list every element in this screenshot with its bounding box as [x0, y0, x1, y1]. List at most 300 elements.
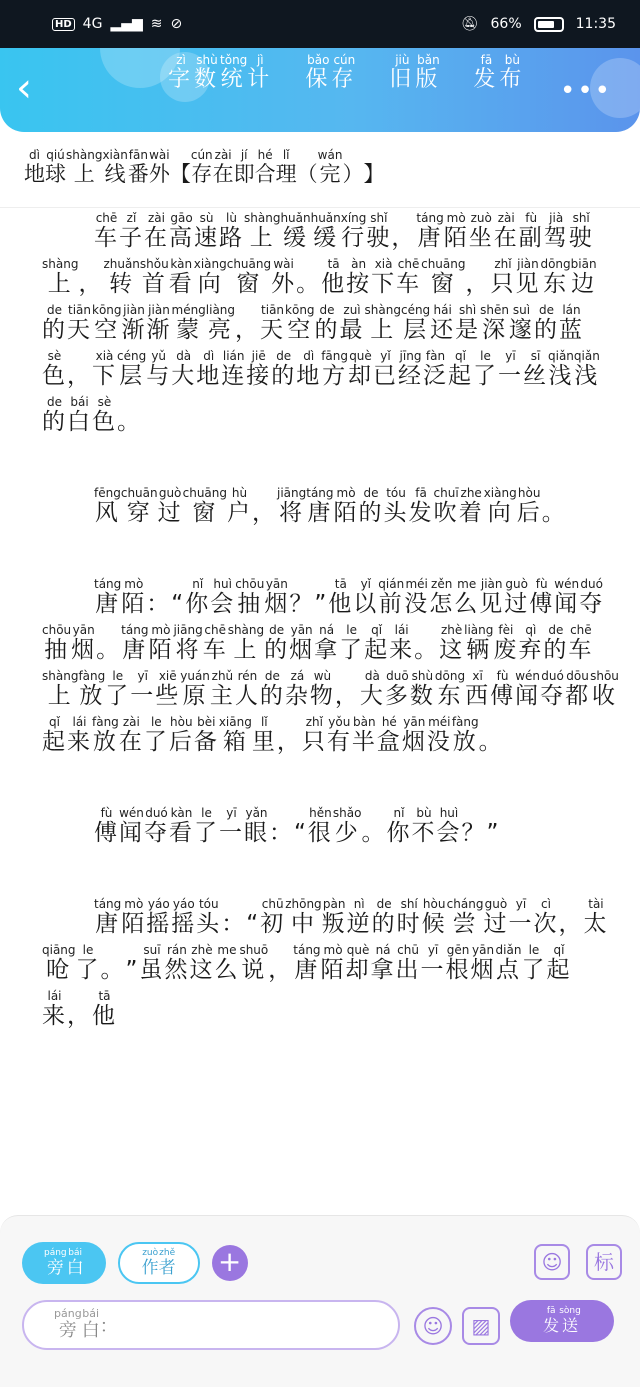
char: 次	[533, 911, 559, 937]
ruby-char	[396, 257, 422, 297]
pinyin: yān	[71, 623, 97, 637]
char: 户	[227, 500, 252, 526]
char: 色	[42, 363, 67, 389]
pinyin: tā	[321, 257, 347, 271]
char: 的	[42, 317, 67, 343]
more-icon[interactable]: •••	[559, 76, 612, 106]
ruby-char	[568, 623, 594, 663]
char: 缓	[280, 225, 311, 251]
ruby-char	[548, 349, 574, 389]
pinyin: jià	[543, 212, 569, 225]
ruby-char	[214, 943, 240, 983]
pinyin: yān	[264, 577, 290, 591]
pinyin: bái	[67, 395, 92, 409]
pinyin: wén	[554, 577, 580, 591]
hd-badge: HD	[52, 18, 75, 31]
char: 废	[493, 637, 519, 663]
char: 泛	[423, 363, 448, 389]
char: 车	[568, 637, 594, 663]
word-count-button[interactable]	[168, 54, 273, 93]
char: 看	[169, 820, 194, 846]
ruby-char	[400, 303, 431, 343]
char: 见	[515, 271, 541, 297]
char: 拿	[370, 957, 396, 983]
char: 过	[157, 500, 183, 526]
char: 色	[92, 409, 117, 435]
char: 主	[209, 683, 235, 709]
ruby-char	[565, 669, 591, 709]
char: ，	[252, 500, 277, 526]
add-role-button[interactable]: +	[212, 1245, 248, 1281]
char: 夺	[540, 683, 566, 709]
char: 向	[483, 500, 517, 526]
pinyin: le	[105, 669, 131, 683]
ruby-char	[345, 943, 371, 983]
pinyin: páng	[44, 1248, 67, 1258]
ruby-char	[130, 669, 156, 709]
ruby-char	[384, 669, 410, 709]
char: 根	[445, 957, 471, 983]
ruby-char	[314, 303, 340, 343]
ruby-char	[559, 1306, 581, 1336]
char: 高	[169, 225, 194, 251]
char: 上	[227, 637, 265, 663]
pinyin: hé	[376, 715, 402, 729]
pinyin: kōng	[285, 303, 315, 317]
ruby-char	[194, 53, 221, 92]
ruby-char	[454, 577, 480, 617]
ruby-char	[568, 212, 594, 251]
ruby-char	[490, 669, 516, 709]
pinyin: dà	[359, 669, 385, 683]
tag-button[interactable]: 标	[586, 1244, 622, 1280]
char: 字	[168, 67, 195, 92]
ruby-char	[590, 669, 619, 709]
pinyin: chē	[202, 623, 228, 637]
app-header	[0, 48, 640, 132]
char: 。	[100, 957, 126, 983]
pinyin: fān	[127, 148, 149, 162]
ruby-char	[495, 943, 522, 983]
pinyin: shǎo	[332, 806, 362, 820]
role-chip-author[interactable]	[118, 1242, 200, 1284]
pinyin: jí	[233, 148, 255, 162]
ruby-char	[364, 303, 401, 343]
ruby-char	[515, 669, 541, 709]
char: 发	[473, 67, 500, 92]
pinyin: yī	[498, 349, 523, 363]
role-chip-narration[interactable]	[22, 1242, 106, 1284]
char: 不	[411, 820, 437, 846]
ruby-char	[169, 806, 194, 846]
pinyin: fù	[529, 577, 555, 591]
char: 白	[81, 1320, 100, 1341]
pinyin: zì	[168, 53, 195, 67]
ruby-char	[340, 212, 367, 251]
pinyin: yǒu	[326, 715, 352, 729]
ruby-char	[540, 257, 571, 297]
pinyin: xíng	[340, 212, 367, 225]
ruby-char	[171, 897, 197, 937]
wifi-icon: ≋	[150, 16, 163, 32]
old-version-button[interactable]	[389, 54, 441, 93]
ruby-char	[251, 715, 277, 755]
story-content[interactable]	[0, 212, 640, 1215]
pinyin: tiān	[67, 303, 92, 317]
char: 与	[146, 363, 172, 389]
pinyin: fàng	[78, 669, 106, 683]
char: 虽	[139, 957, 165, 983]
char: 下	[92, 363, 117, 389]
char: 抽	[235, 591, 265, 617]
char: 你	[185, 591, 211, 617]
pinyin: zěn	[429, 577, 455, 591]
pinyin: zài	[212, 148, 234, 162]
pinyin	[391, 212, 416, 225]
char: 穿	[120, 500, 158, 526]
ruby-char	[579, 577, 605, 617]
ruby-char	[280, 212, 311, 251]
ruby-char	[170, 162, 191, 186]
ruby-char	[118, 715, 144, 755]
pinyin	[461, 806, 486, 820]
pinyin: de	[42, 303, 67, 317]
char: 的	[534, 317, 559, 343]
save-button[interactable]	[305, 54, 357, 93]
pinyin: jīng	[398, 349, 423, 363]
ruby-char	[293, 943, 321, 983]
char: 陌	[148, 637, 174, 663]
pinyin: méi	[426, 715, 452, 729]
composer-row	[22, 1300, 622, 1350]
pinyin: suī	[139, 943, 165, 957]
pinyin: qián	[378, 577, 405, 591]
char: 没	[426, 729, 452, 755]
send-button[interactable]	[510, 1300, 614, 1342]
char: 是	[455, 317, 481, 343]
pinyin: xī	[465, 669, 491, 683]
pinyin: rán	[164, 943, 190, 957]
ruby-char	[358, 486, 384, 526]
pinyin: tóu	[383, 486, 409, 500]
pinyin	[542, 486, 567, 500]
message-input[interactable]	[22, 1300, 400, 1350]
char: 放	[451, 729, 479, 755]
pinyin: zài	[144, 212, 169, 225]
char: 摇	[146, 911, 172, 937]
ruby-char	[92, 715, 119, 755]
pinyin: hé	[254, 148, 276, 162]
header-actions	[168, 54, 525, 93]
char: 渐	[146, 317, 172, 343]
char: 备	[193, 729, 219, 755]
ruby-char	[333, 486, 359, 526]
ruby-char	[42, 943, 76, 983]
pinyin: de	[371, 897, 397, 911]
ruby-char	[226, 257, 272, 297]
ruby-char	[146, 303, 172, 343]
ruby-char	[421, 257, 466, 297]
ruby-char	[309, 669, 335, 709]
pinyin: suì	[509, 303, 534, 317]
char: 辆	[464, 637, 494, 663]
char: 驶	[366, 225, 392, 251]
char: 一	[498, 363, 523, 389]
char: 。	[541, 500, 567, 526]
ruby-char	[42, 715, 67, 755]
char: 外	[271, 271, 297, 297]
char: 没	[404, 591, 430, 617]
ruby-char	[559, 303, 584, 343]
ruby-char	[434, 669, 466, 709]
ruby-char	[371, 257, 397, 297]
char: 弃	[518, 637, 544, 663]
pinyin: nǐ	[185, 577, 211, 591]
ruby-char	[117, 409, 142, 435]
pinyin: shuō	[239, 943, 269, 957]
image-icon[interactable]: ▨	[462, 1307, 500, 1345]
ruby-char	[42, 989, 67, 1029]
ruby-char	[342, 162, 363, 186]
char: ：	[221, 911, 247, 937]
ruby-char	[92, 989, 117, 1029]
ruby-char	[376, 715, 402, 755]
pinyin: de	[271, 349, 297, 363]
pinyin: fù	[518, 212, 544, 225]
ruby-char	[121, 303, 147, 343]
char: 将	[173, 637, 203, 663]
char: 。	[117, 409, 142, 435]
pinyin	[335, 669, 360, 683]
paragraph	[42, 807, 620, 856]
char: 却	[345, 957, 371, 983]
pinyin: mò	[443, 212, 469, 225]
ruby-char	[420, 943, 446, 983]
pinyin	[361, 806, 386, 820]
char: 见	[479, 591, 505, 617]
publish-button[interactable]	[473, 54, 525, 93]
char: 坐	[468, 225, 494, 251]
pinyin: wén	[119, 806, 144, 820]
ruby-char	[168, 257, 194, 297]
ruby-char	[518, 623, 544, 663]
pinyin: jiāng	[173, 623, 203, 637]
pinyin	[146, 577, 171, 591]
char: 边	[570, 271, 597, 297]
char: 以	[353, 591, 379, 617]
ruby-char	[54, 1307, 82, 1341]
composer-toolbar	[0, 1215, 640, 1387]
ruby-char	[221, 349, 247, 389]
pinyin: jiē	[246, 349, 272, 363]
char: 天	[260, 317, 286, 343]
pinyin: xiàng	[193, 257, 227, 271]
char: 首	[139, 271, 169, 297]
char: 大	[359, 683, 385, 709]
char: 统	[220, 67, 248, 92]
pinyin: duó	[144, 806, 169, 820]
ruby-char	[423, 349, 448, 389]
char: 保	[305, 67, 332, 92]
pinyin	[314, 577, 328, 591]
pinyin: chē	[568, 623, 594, 637]
ruby-char	[370, 943, 396, 983]
browser-icon: ⊘	[170, 16, 183, 32]
char: 。	[296, 271, 322, 297]
ruby-char	[94, 486, 121, 526]
char: 车	[202, 637, 228, 663]
char: 蓝	[559, 317, 584, 343]
ruby-char	[126, 957, 140, 983]
char: 唐	[121, 637, 149, 663]
pinyin: hòu	[168, 715, 194, 729]
char: 送	[559, 1316, 581, 1335]
ruby-char	[543, 623, 569, 663]
pinyin: chuāng	[226, 257, 272, 271]
ruby-char	[373, 349, 398, 389]
ruby-char	[101, 957, 126, 983]
ruby-char	[92, 303, 122, 343]
pinyin: jiàn	[479, 577, 505, 591]
pinyin: de	[314, 303, 340, 317]
pinyin: zhuǎn	[103, 257, 140, 271]
char: 抽	[42, 637, 72, 663]
char: 旧	[389, 67, 416, 92]
pinyin: de	[543, 623, 569, 637]
pinyin: fàng	[92, 715, 119, 729]
pinyin: fāng	[321, 349, 348, 363]
char: 的	[371, 911, 397, 937]
char: 都	[565, 683, 591, 709]
pinyin: fēng	[94, 486, 121, 500]
ruby-char	[157, 486, 183, 526]
pinyin: mò	[320, 943, 346, 957]
ruby-char	[284, 669, 310, 709]
pinyin: yī	[508, 897, 534, 911]
pinyin: shù	[409, 669, 435, 683]
ruby-char	[542, 500, 567, 526]
char: 还	[430, 317, 456, 343]
char: 。	[414, 637, 440, 663]
pinyin: dì	[24, 148, 45, 162]
char: 了	[194, 820, 219, 846]
ruby-char	[446, 897, 484, 937]
pinyin: yǎn	[244, 806, 269, 820]
char: 布	[499, 67, 526, 92]
ruby-char	[171, 591, 185, 617]
char: 东	[434, 683, 466, 709]
char: ，	[78, 271, 104, 297]
pinyin: táng	[121, 623, 149, 637]
ruby-char	[504, 577, 530, 617]
character-card-icon[interactable]: ☺	[534, 1244, 570, 1280]
ruby-char	[297, 162, 318, 186]
ruby-char	[139, 257, 169, 297]
char: 这	[439, 637, 465, 663]
emoji-icon[interactable]: ☺	[414, 1307, 452, 1345]
pinyin: zhè	[189, 943, 215, 957]
ruby-char	[275, 148, 297, 186]
char: 他	[321, 271, 347, 297]
ruby-char	[480, 303, 510, 343]
char: 烟	[289, 637, 315, 663]
pinyin: zài	[493, 212, 519, 225]
char: 蒙	[171, 317, 206, 343]
pinyin: me	[214, 943, 240, 957]
char: ，	[67, 363, 92, 389]
char: 夺	[144, 820, 169, 846]
pinyin: huǎn	[310, 212, 341, 225]
ruby-char	[196, 349, 222, 389]
pinyin: shǐ	[568, 212, 594, 225]
pinyin: méng	[171, 303, 206, 317]
back-arrow-icon[interactable]: ‹	[16, 65, 32, 111]
char: 他	[328, 591, 354, 617]
ruby-char	[96, 637, 121, 663]
char: ，	[268, 957, 294, 983]
ruby-char	[121, 577, 147, 617]
ruby-char	[42, 623, 72, 663]
pinyin: shí	[396, 897, 422, 911]
signal-icon: ▂▄▆	[110, 16, 143, 32]
char: 初	[260, 911, 286, 937]
ruby-char	[543, 212, 569, 251]
char: 发	[543, 1316, 560, 1335]
chapter-title[interactable]	[0, 142, 640, 208]
ruby-char	[67, 363, 92, 389]
ruby-char	[180, 669, 210, 709]
pinyin	[252, 486, 277, 500]
ruby-char	[220, 53, 248, 92]
pinyin: qì	[518, 623, 544, 637]
char: 亮	[205, 317, 236, 343]
pinyin	[465, 257, 490, 271]
ruby-char	[301, 715, 327, 755]
ruby-char	[483, 897, 509, 937]
ruby-char	[470, 943, 496, 983]
pinyin	[170, 148, 191, 162]
pinyin: zuì	[339, 303, 365, 317]
char: 会	[210, 591, 236, 617]
pinyin: duó	[579, 577, 605, 591]
pinyin: céng	[117, 349, 147, 363]
char: 烟	[71, 637, 97, 663]
char: ：	[146, 591, 172, 617]
ruby-char	[391, 225, 416, 251]
char: 在	[212, 162, 234, 186]
pinyin: sòng	[559, 1306, 581, 1316]
ruby-char	[78, 271, 103, 297]
pinyin: yān	[470, 943, 496, 957]
pinyin: hái	[430, 303, 456, 317]
pinyin	[269, 806, 294, 820]
pinyin: táng	[94, 577, 122, 591]
char: ，	[235, 317, 261, 343]
ruby-char	[289, 591, 314, 617]
ruby-char	[448, 349, 473, 389]
ruby-char	[159, 1248, 176, 1278]
char: 方	[321, 363, 348, 389]
pinyin	[363, 148, 384, 162]
char: 丝	[523, 363, 548, 389]
pinyin: le	[194, 806, 219, 820]
char: 他	[92, 1003, 117, 1029]
pinyin	[117, 395, 142, 409]
ruby-char	[271, 349, 297, 389]
char: 呛	[42, 957, 76, 983]
char: 窗	[421, 271, 466, 297]
char: 驶	[568, 225, 594, 251]
